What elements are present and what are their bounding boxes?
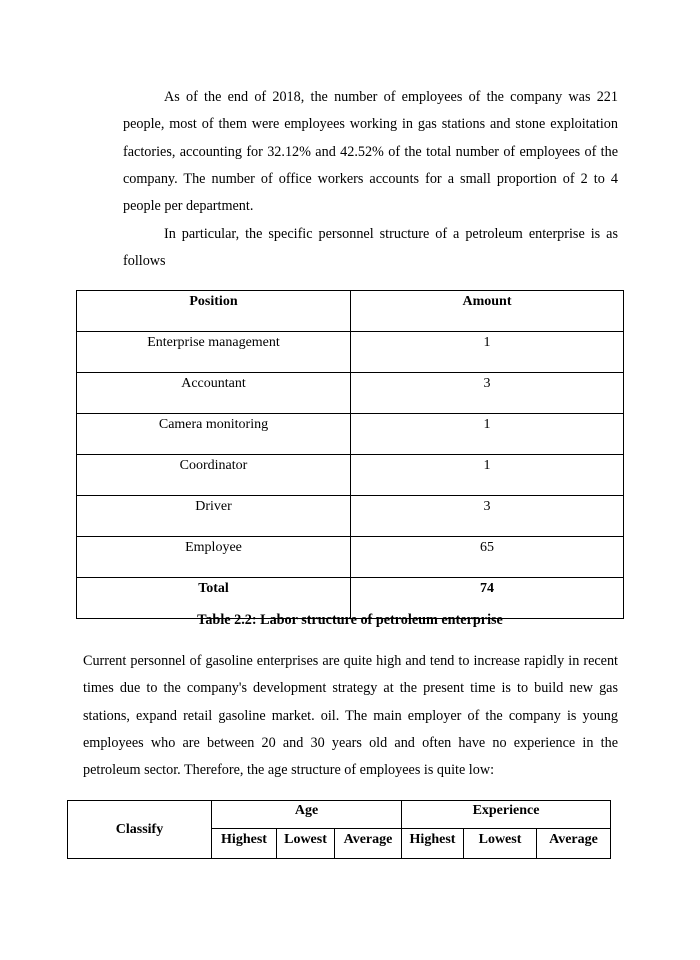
total-label-cell: Total bbox=[77, 578, 351, 619]
position-cell: Driver bbox=[77, 496, 351, 537]
header-experience-group: Experience bbox=[402, 801, 611, 829]
table-row bbox=[77, 373, 624, 414]
table-row bbox=[77, 537, 624, 578]
amount-cell: 1 bbox=[351, 332, 624, 373]
table-header-row bbox=[77, 291, 624, 332]
position-cell: Enterprise management bbox=[77, 332, 351, 373]
amount-cell: 3 bbox=[351, 373, 624, 414]
table-row bbox=[77, 455, 624, 496]
position-cell: Camera monitoring bbox=[77, 414, 351, 455]
table-row bbox=[77, 496, 624, 537]
header-age-lowest: Lowest bbox=[277, 829, 335, 859]
table-caption: Table 2.2: Labor structure of petroleum enterprise bbox=[197, 612, 503, 628]
amount-cell: 1 bbox=[351, 414, 624, 455]
header-amount: Amount bbox=[351, 291, 624, 332]
age-structure-table bbox=[67, 800, 611, 859]
table-row bbox=[77, 414, 624, 455]
amount-cell: 3 bbox=[351, 496, 624, 537]
table-row bbox=[77, 332, 624, 373]
header-age-average: Average bbox=[335, 829, 402, 859]
total-amount-cell: 74 bbox=[351, 578, 624, 619]
header-experience-highest: Highest bbox=[402, 829, 464, 859]
header-position: Position bbox=[77, 291, 351, 332]
position-cell: Coordinator bbox=[77, 455, 351, 496]
position-cell: Accountant bbox=[77, 373, 351, 414]
age-context-paragraph: Current personnel of gasoline enterprises are quite high and tend to increase rapidly in recent times due to the company's development strategy at the present time is to build new gas stations, expand retail gasoline market. oil. The main employer of the company is young employees who are between 20 and 30 years old and often have no experience in the petroleum sector. Therefore, the age structure of employees is quite low: bbox=[83, 653, 618, 779]
labor-structure-table bbox=[76, 290, 624, 619]
header-classify: Classify bbox=[68, 801, 212, 859]
header-age-group: Age bbox=[212, 801, 402, 829]
amount-cell: 1 bbox=[351, 455, 624, 496]
lead-in-paragraph: In particular, the specific personnel structure of a petroleum enterprise is as follows bbox=[123, 226, 618, 269]
age-table-group-header-row bbox=[68, 801, 611, 829]
header-experience-average: Average bbox=[537, 829, 611, 859]
amount-cell: 65 bbox=[351, 537, 624, 578]
header-age-highest: Highest bbox=[212, 829, 277, 859]
position-cell: Employee bbox=[77, 537, 351, 578]
header-experience-lowest: Lowest bbox=[464, 829, 537, 859]
intro-paragraph: As of the end of 2018, the number of employees of the company was 221 people, most of them were employees working in gas stations and stone exploitation factories, accounting for 32.12% and 42.52% of the total number of employees of the company. The number of office workers accounts for a small proportion of 2 to 4 people per department. bbox=[123, 89, 618, 215]
